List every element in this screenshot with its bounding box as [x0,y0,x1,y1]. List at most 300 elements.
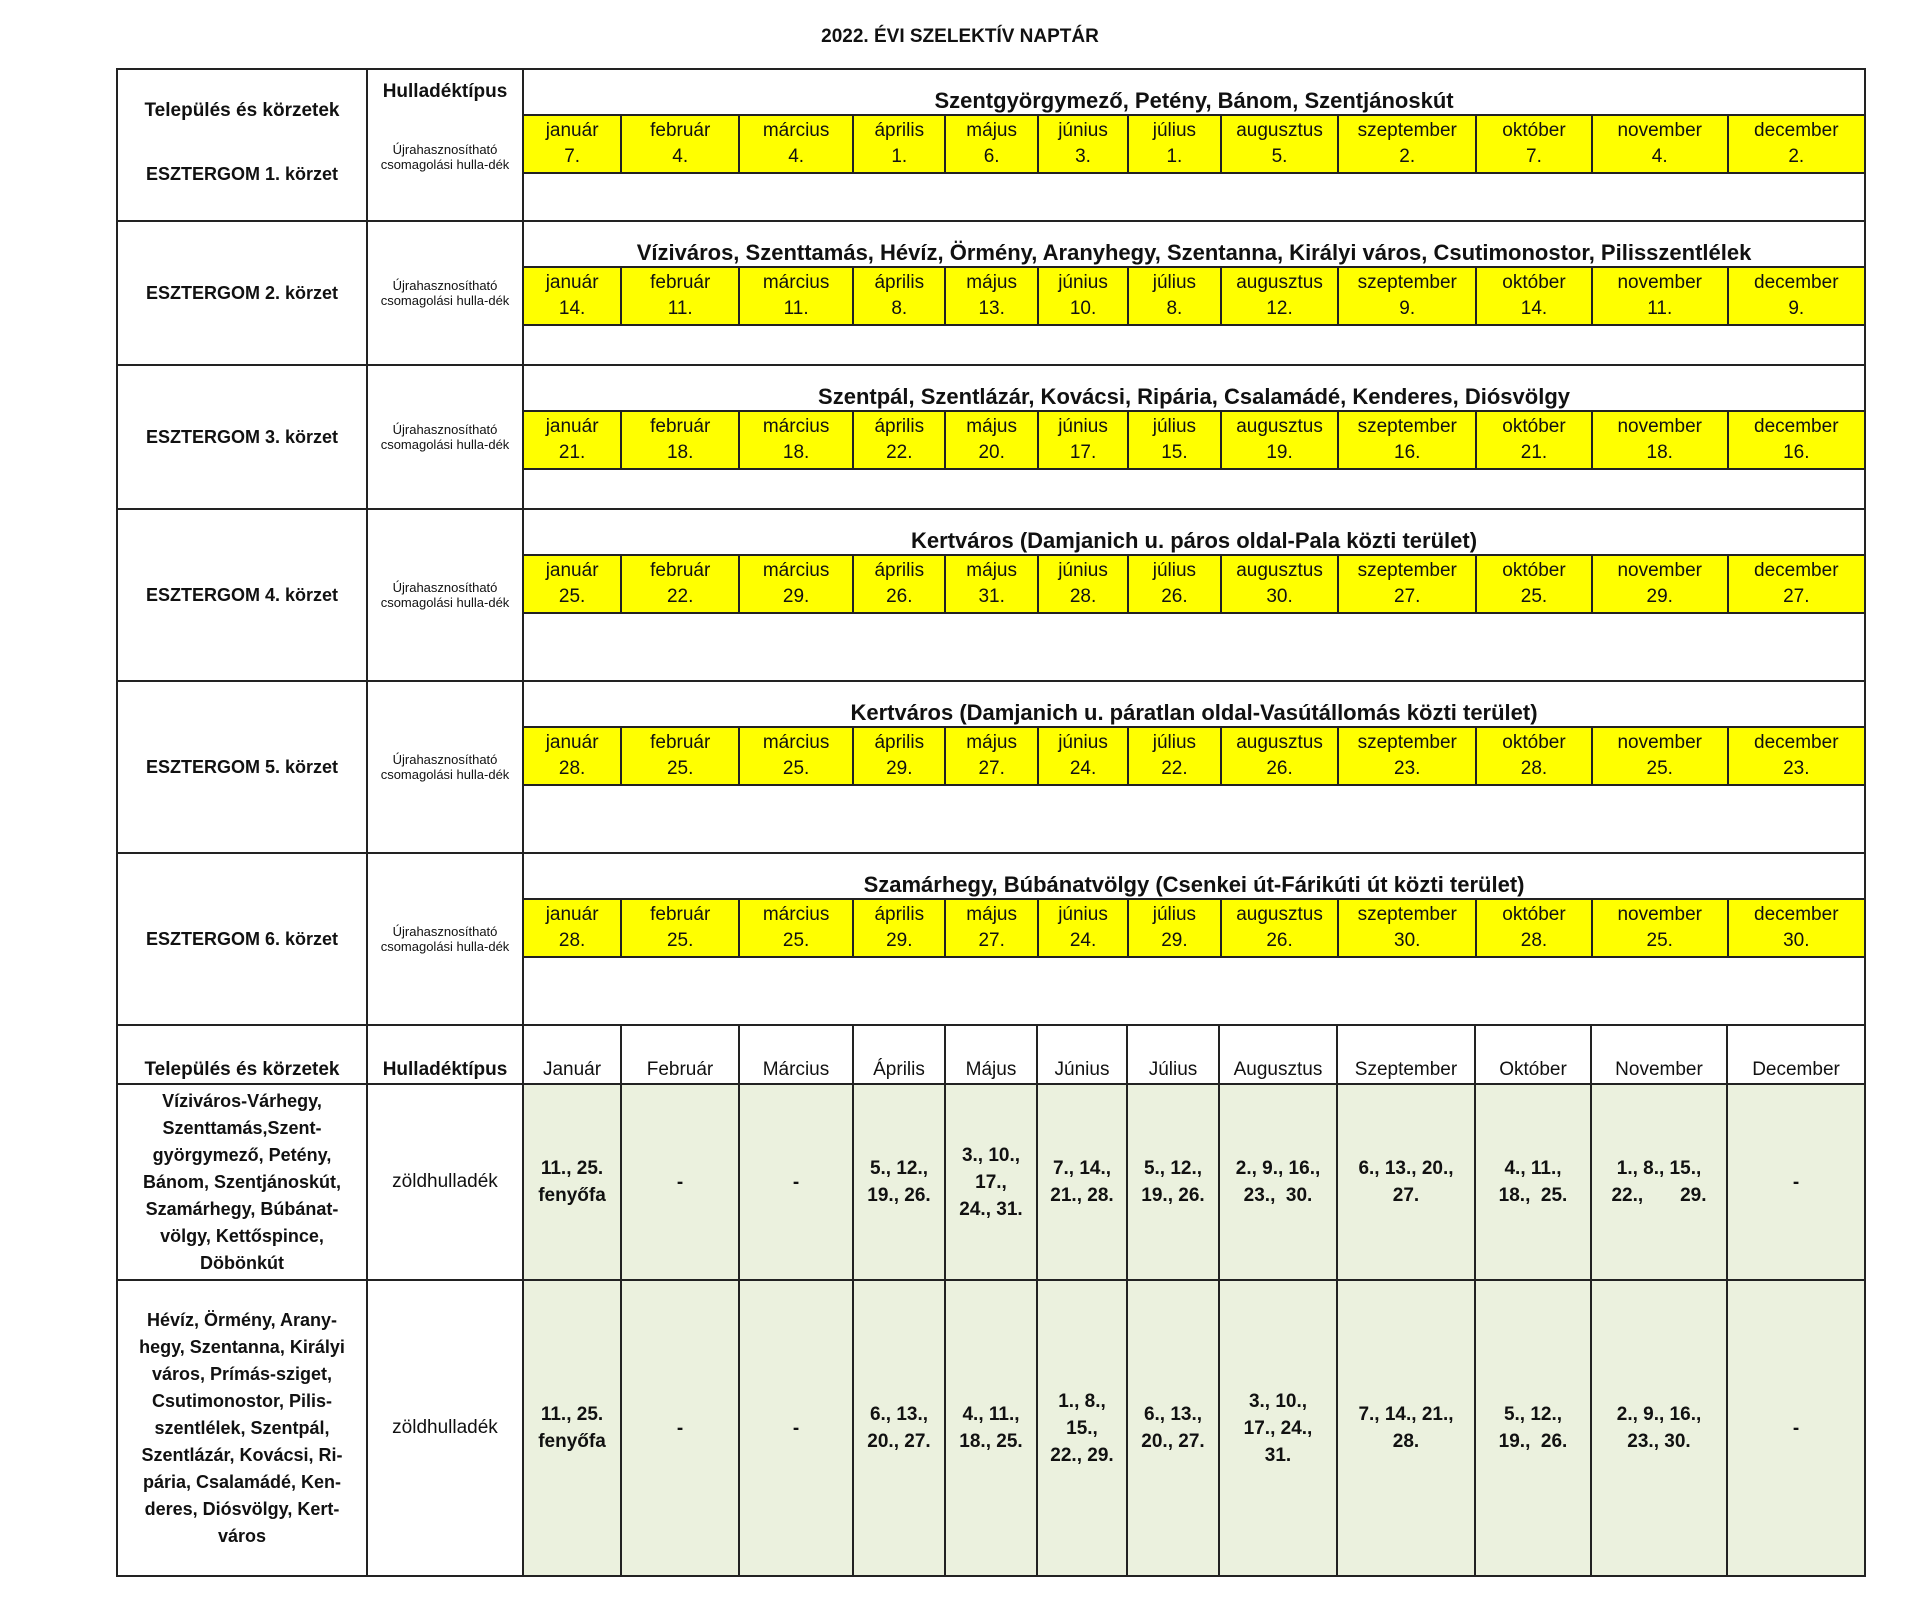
collection-date: 30. [1266,586,1293,607]
month-label: október [1502,732,1566,753]
month-cell [524,900,620,956]
month-cell [1337,268,1475,324]
collection-date: 28. [1520,758,1548,779]
month-cell [1475,116,1591,172]
collection-date: 25. [558,586,586,607]
month-cell [1727,116,1865,172]
month-label: február [650,732,711,753]
month-date-strip [524,898,1864,958]
collection-dates: 4., 11., 18., 25. [945,1280,1037,1576]
month-cell [1475,268,1591,324]
calendar-table [116,68,1866,1577]
collection-date: 26. [1161,586,1188,607]
collection-date: 27. [1783,586,1810,607]
district-areas: Kertváros (Damjanich u. páratlan oldal-Vasútállomás közti terület) [850,700,1538,725]
month-cell [1037,556,1127,612]
month-label: június [1058,560,1108,581]
collection-date: 25. [666,758,694,779]
district-row [117,221,1865,365]
district-name: ESZTERGOM 5. körzet [117,681,367,853]
collection-dates: 3., 10., 17., 24., 31. [1219,1280,1337,1576]
month-label: május [966,904,1017,925]
month-cell [1220,556,1338,612]
month-header: Augusztus [1219,1025,1337,1084]
waste-type [367,681,523,853]
month-cell [1591,900,1727,956]
collection-dates: 5., 12., 19., 26. [1475,1280,1591,1576]
month-label: január [545,560,599,581]
month-cell [852,412,944,468]
district-row [117,69,1865,221]
month-label: június [1058,272,1108,293]
month-cell [1127,728,1219,784]
waste-type-text: Újrahasznosítható csomagolási hulla-dék [380,752,510,782]
month-label: január [545,732,599,753]
month-label: augusztus [1236,560,1323,581]
month-date-strip [524,266,1864,326]
collection-date: 1. [891,146,908,167]
collection-dates: - [739,1084,853,1280]
collection-date: 4. [788,146,805,167]
waste-type-text: Újrahasznosítható csomagolási hulla-dék [380,422,510,452]
collection-date: 4. [1651,146,1668,167]
month-label: május [966,416,1017,437]
collection-date: 17. [1069,442,1097,463]
collection-date: 15. [1161,442,1188,463]
month-cell [1220,412,1338,468]
month-label: december [1754,560,1839,581]
collection-date: 5. [1271,146,1288,167]
collection-date: 27. [978,758,1005,779]
month-cell [738,556,852,612]
collection-dates: - [739,1280,853,1576]
collection-date: 6. [983,146,1000,167]
month-label: október [1502,416,1566,437]
month-label: február [650,904,711,925]
waste-type [367,853,523,1025]
waste-type: zöldhulladék [367,1280,523,1576]
month-label: november [1617,120,1702,141]
month-label: október [1502,904,1566,925]
month-header: Június [1037,1025,1127,1084]
district-areas: Szamárhegy, Búbánatvölgy (Csenkei út-Fárikúti út közti terület) [863,872,1525,897]
district-name: ESZTERGOM 1. körzet [145,164,339,184]
month-cell [1220,900,1338,956]
collection-date: 30. [1394,930,1421,951]
month-label: június [1058,416,1108,437]
collection-dates: 6., 13., 20., 27. [1127,1280,1219,1576]
collection-date: 26. [1266,758,1293,779]
district-row [117,509,1865,681]
collection-dates: - [1727,1280,1865,1576]
collection-date: 24. [1069,758,1097,779]
month-header: Március [739,1025,853,1084]
collection-date: 25. [666,930,694,951]
month-header: Május [945,1025,1037,1084]
district-schedule [523,509,1865,681]
month-cell [852,556,944,612]
month-label: május [966,120,1017,141]
month-cell [1337,116,1475,172]
collection-date: 26. [1266,930,1293,951]
settlement-header: Település és körzetek [144,100,340,121]
collection-date: 12. [1266,298,1293,319]
collection-dates: 11., 25. fenyőfa [523,1280,621,1576]
month-cell [738,268,852,324]
month-label: július [1152,904,1197,925]
month-header: Január [523,1025,621,1084]
collection-dates: - [621,1084,739,1280]
month-label: április [874,272,925,293]
month-cell [1591,728,1727,784]
waste-type [367,69,523,221]
month-cell [852,900,944,956]
month-cell [1475,556,1591,612]
month-label: április [874,120,925,141]
month-header: December [1727,1025,1865,1084]
month-label: november [1617,732,1702,753]
collection-date: 4. [672,146,689,167]
month-cell [1220,268,1338,324]
district-name: ESZTERGOM 4. körzet [117,509,367,681]
month-cell [1037,116,1127,172]
district-schedule [523,69,1865,221]
month-cell [1727,556,1865,612]
month-cell [1727,412,1865,468]
collection-date: 11. [1647,298,1673,319]
collection-dates: 11., 25. fenyőfa [523,1084,621,1280]
collection-date: 7. [1526,146,1542,167]
waste-type [367,365,523,509]
district-row [117,365,1865,509]
month-date-strip [524,726,1864,786]
settlement-header: Település és körzetek [117,1025,367,1084]
collection-date: 22. [666,586,694,607]
month-cell [944,900,1036,956]
collection-date: 31. [978,586,1005,607]
month-cell [620,412,738,468]
collection-date: 2. [1399,146,1416,167]
collection-date: 22. [1161,758,1188,779]
district-schedule [523,365,1865,509]
month-label: július [1152,732,1197,753]
district-name [117,69,367,221]
month-label: október [1502,120,1566,141]
collection-dates: - [621,1280,739,1576]
collection-date: 28. [558,758,586,779]
month-cell [738,728,852,784]
month-label: július [1152,120,1197,141]
month-header: Február [621,1025,739,1084]
month-label: szeptember [1357,272,1457,293]
month-label: szeptember [1357,120,1457,141]
month-label: március [762,272,830,293]
month-label: július [1152,560,1197,581]
collection-dates: 2., 9., 16., 23., 30. [1591,1280,1727,1576]
month-header: Október [1475,1025,1591,1084]
month-label: február [650,560,711,581]
month-cell [944,116,1036,172]
collection-dates: 2., 9., 16., 23., 30. [1219,1084,1337,1280]
month-cell [852,268,944,324]
month-label: november [1617,416,1702,437]
collection-date: 18. [1646,442,1673,463]
month-date-strip [524,114,1864,174]
month-cell [1037,728,1127,784]
collection-date: 22. [886,442,913,463]
collection-date: 27. [1394,586,1421,607]
month-label: március [762,560,830,581]
collection-dates: 4., 11., 18., 25. [1475,1084,1591,1280]
district-name: ESZTERGOM 2. körzet [117,221,367,365]
month-cell [738,116,852,172]
month-label: május [966,732,1017,753]
collection-date: 29. [782,586,810,607]
month-cell [1127,556,1219,612]
collection-date: 25. [782,930,810,951]
month-cell [1037,900,1127,956]
month-label: október [1502,272,1566,293]
district-schedule [523,221,1865,365]
month-cell [1127,412,1219,468]
month-cell [944,268,1036,324]
collection-date: 7. [564,146,581,167]
month-cell [620,728,738,784]
collection-dates: 6., 13., 20., 27. [1337,1084,1475,1280]
collection-date: 16. [1394,442,1421,463]
month-cell [620,116,738,172]
month-label: szeptember [1357,904,1457,925]
green-waste-row [117,1280,1865,1576]
month-label: november [1617,560,1702,581]
month-label: november [1617,272,1702,293]
collection-dates: 7., 14., 21., 28. [1337,1280,1475,1576]
month-label: június [1058,904,1108,925]
district-name: ESZTERGOM 3. körzet [117,365,367,509]
month-label: december [1754,904,1839,925]
month-label: március [762,416,830,437]
collection-date: 8. [1166,298,1183,319]
month-cell [1337,412,1475,468]
collection-date: 9. [1399,298,1416,319]
month-label: augusztus [1236,120,1323,141]
collection-dates: 6., 13., 20., 27. [853,1280,945,1576]
month-cell [852,116,944,172]
month-cell [1591,412,1727,468]
collection-date: 10. [1069,298,1097,319]
waste-type-text: Újrahasznosítható csomagolási hulla-dék [380,580,510,610]
month-cell [1220,116,1338,172]
month-cell [620,268,738,324]
district-schedule [523,681,1865,853]
district-schedule [523,853,1865,1025]
month-label: augusztus [1236,416,1323,437]
district-row [117,681,1865,853]
month-label: december [1754,732,1839,753]
collection-date: 23. [1783,758,1810,779]
month-label: augusztus [1236,904,1323,925]
collection-date: 20. [978,442,1005,463]
collection-date: 29. [1646,586,1673,607]
month-header: Április [853,1025,945,1084]
collection-date: 26. [886,586,913,607]
collection-date: 28. [1069,586,1097,607]
collection-date: 3. [1075,146,1091,167]
month-label: augusztus [1236,732,1323,753]
district-row [117,853,1865,1025]
waste-type: zöldhulladék [367,1084,523,1280]
collection-date: 25. [782,758,810,779]
collection-date: 2. [1788,146,1805,167]
month-label: szeptember [1357,732,1457,753]
collection-dates: 5., 12., 19., 26. [1127,1084,1219,1280]
month-cell [1127,268,1219,324]
collection-date: 18. [666,442,694,463]
collection-date: 1. [1166,146,1183,167]
waste-type-text: Újrahasznosítható csomagolási hulla-dék [380,278,510,308]
month-cell [1037,268,1127,324]
month-label: december [1754,416,1839,437]
month-cell [1727,268,1865,324]
month-cell [1475,900,1591,956]
month-header: November [1591,1025,1727,1084]
month-cell [1127,900,1219,956]
month-cell [1727,728,1865,784]
waste-type-text: Újrahasznosítható csomagolási hulla-dék [380,142,510,172]
month-cell [1475,728,1591,784]
month-date-strip [524,554,1864,614]
collection-dates: 1., 8., 15., 22., 29. [1037,1280,1127,1576]
collection-date: 18. [782,442,810,463]
collection-dates: - [1727,1084,1865,1280]
area-list: Víziváros-Várhegy, Szenttamás,Szent-györgymező, Petény, Bánom, Szentjánoskút, Szamárhegy, Búbánat-völgy, Kettőspince, Döbönkút [117,1084,367,1280]
month-label: május [966,560,1017,581]
collection-date: 13. [978,298,1005,319]
month-date-strip [524,410,1864,470]
month-cell [524,556,620,612]
month-label: január [545,416,599,437]
month-label: május [966,272,1017,293]
month-label: szeptember [1357,416,1457,437]
collection-date: 9. [1788,298,1805,319]
month-cell [524,412,620,468]
waste-type [367,221,523,365]
collection-date: 14. [558,298,586,319]
collection-date: 23. [1394,758,1421,779]
collection-dates: 1., 8., 15., 22., 29. [1591,1084,1727,1280]
month-cell [944,556,1036,612]
collection-date: 28. [558,930,586,951]
collection-date: 19. [1266,442,1293,463]
month-cell [1220,728,1338,784]
month-label: március [762,732,830,753]
district-name: ESZTERGOM 6. körzet [117,853,367,1025]
district-areas: Szentpál, Szentlázár, Kovácsi, Ripária, Csalamádé, Kenderes, Diósvölgy [818,384,1570,409]
month-label: december [1754,272,1839,293]
district-areas: Szentgyörgymező, Petény, Bánom, Szentjánoskút [934,88,1454,113]
collection-date: 8. [891,298,908,319]
month-cell [1591,556,1727,612]
month-label: december [1754,120,1839,141]
type-header: Hulladéktípus [382,81,508,102]
collection-date: 29. [886,930,913,951]
month-header: Július [1127,1025,1219,1084]
month-cell [524,728,620,784]
collection-date: 29. [886,758,913,779]
collection-date: 14. [1520,298,1548,319]
collection-date: 21. [558,442,586,463]
type-header: Hulladéktípus [367,1025,523,1084]
month-cell [1337,900,1475,956]
collection-date: 25. [1520,586,1548,607]
month-label: október [1502,560,1566,581]
month-label: március [762,120,830,141]
collection-date: 16. [1783,442,1810,463]
collection-date: 27. [978,930,1005,951]
district-areas: Víziváros, Szenttamás, Hévíz, Örmény, Aranyhegy, Szentanna, Királyi város, Csutimonostor, Pilisszentlélek [636,240,1752,265]
waste-type [367,509,523,681]
month-label: június [1058,120,1108,141]
month-label: április [874,416,925,437]
month-cell [738,900,852,956]
month-label: február [650,120,711,141]
month-cell [620,900,738,956]
month-label: augusztus [1236,272,1323,293]
waste-type-text: Újrahasznosítható csomagolási hulla-dék [380,924,510,954]
month-cell [738,412,852,468]
green-waste-row [117,1084,1865,1280]
collection-dates: 7., 14., 21., 28. [1037,1084,1127,1280]
collection-date: 11. [667,298,693,319]
month-label: április [874,904,925,925]
month-cell [944,728,1036,784]
collection-date: 24. [1069,930,1097,951]
month-cell [1591,268,1727,324]
month-header: Szeptember [1337,1025,1475,1084]
month-label: szeptember [1357,560,1457,581]
month-cell [1727,900,1865,956]
month-label: február [650,272,711,293]
collection-date: 28. [1520,930,1548,951]
month-cell [1337,556,1475,612]
month-cell [524,268,620,324]
collection-date: 25. [1646,930,1673,951]
month-label: április [874,560,925,581]
collection-date: 30. [1783,930,1810,951]
month-cell [620,556,738,612]
month-cell [1337,728,1475,784]
month-label: január [545,120,599,141]
month-cell [524,116,620,172]
month-label: március [762,904,830,925]
month-cell [1127,116,1219,172]
collection-dates: 3., 10., 17., 24., 31. [945,1084,1037,1280]
collection-dates: 5., 12., 19., 26. [853,1084,945,1280]
month-label: november [1617,904,1702,925]
month-label: február [650,416,711,437]
collection-date: 25. [1646,758,1673,779]
month-label: január [545,904,599,925]
month-label: június [1058,732,1108,753]
month-cell [852,728,944,784]
month-label: április [874,732,925,753]
month-label: július [1152,272,1197,293]
month-cell [1037,412,1127,468]
district-areas: Kertváros (Damjanich u. páros oldal-Pala közti terület) [911,528,1478,553]
collection-date: 29. [1161,930,1188,951]
month-label: január [545,272,599,293]
month-cell [944,412,1036,468]
